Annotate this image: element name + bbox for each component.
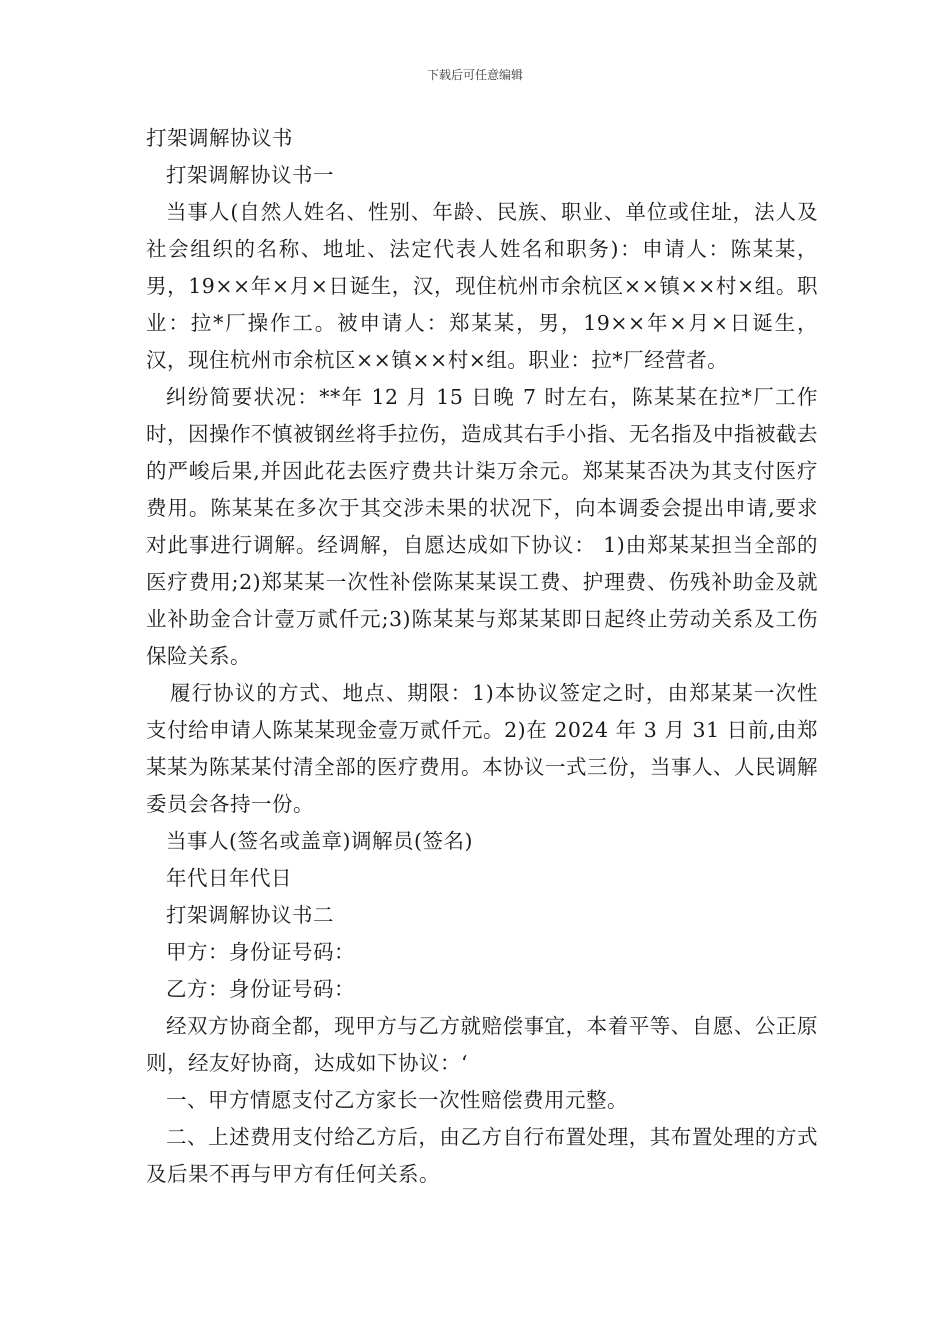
date-line: 年代日年代日 xyxy=(166,866,292,890)
dispute-paragraph: 纠纷简要状况：**年 12 月 15 日晚 7 时左右，陈某某在拉*厂工作时，因操作不慎被钢丝将手拉伤，造成其右手小指、无名指及中指被截去的严峻后果,并因此花去医疗费共计柒万余元。郑某某否决为其支付医疗费用。陈某某在多次于其交涉未果的状况下，向本调委会提出申请,要求对此事进行调解。经调解，自愿达成如下协议： 1)由郑某某担当全部的医疗费用;2)郑某某一次性补偿陈某某误工费、护理费、伤残补助金及就业补助金合计壹万贰仟元;3)陈某某与郑某某即日起终止劳动关系及工伤保险关系。 xyxy=(146,385,818,668)
page-header: 下载后可任意编辑 xyxy=(426,68,523,82)
document-title: 打架调解协议书 xyxy=(146,126,293,150)
parties-paragraph: 当事人(自然人姓名、性别、年龄、民族、职业、单位或住址，法人及社会组织的名称、地址、法定代表人姓名和职务)：申请人：陈某某，男，19××年×月×日诞生，汉，现住杭州市余杭区××镇××村×组。职业：拉*厂操作工。被申请人：郑某某，男，19××年×月×日诞生，汉，现住杭州市余杭区××镇××村×组。职业：拉*厂经营者。 xyxy=(146,200,818,372)
party-a-line: 甲方：身份证号码： xyxy=(166,940,355,964)
section-2-title: 打架调解协议书二 xyxy=(166,903,334,927)
document-body xyxy=(146,120,818,1193)
agreement-intro: 经双方协商全都，现甲方与乙方就赔偿事宜，本着平等、自愿、公正原则，经友好协商，达成如下协议：‘ xyxy=(146,1014,818,1075)
party-b-line: 乙方：身份证号码： xyxy=(166,977,355,1001)
performance-paragraph: 履行协议的方式、地点、期限：1)本协议签定之时，由郑某某一次性支付给申请人陈某某现金壹万贰仟元。2)在 2024 年 3 月 31 日前,由郑某某为陈某某付清全部的医疗费用。本协议一式三份，当事人、人民调解委员会各持一份。 xyxy=(146,681,818,816)
clause-2: 二、上述费用支付给乙方后，由乙方自行布置处理，其布置处理的方式及后果不再与甲方有任何关系。 xyxy=(146,1125,818,1186)
section-1-title: 打架调解协议书一 xyxy=(166,163,334,187)
signature-line: 当事人(签名或盖章)调解员(签名) xyxy=(166,829,473,853)
clause-1: 一、甲方情愿支付乙方家长一次性赔偿费用元整。 xyxy=(166,1088,628,1112)
